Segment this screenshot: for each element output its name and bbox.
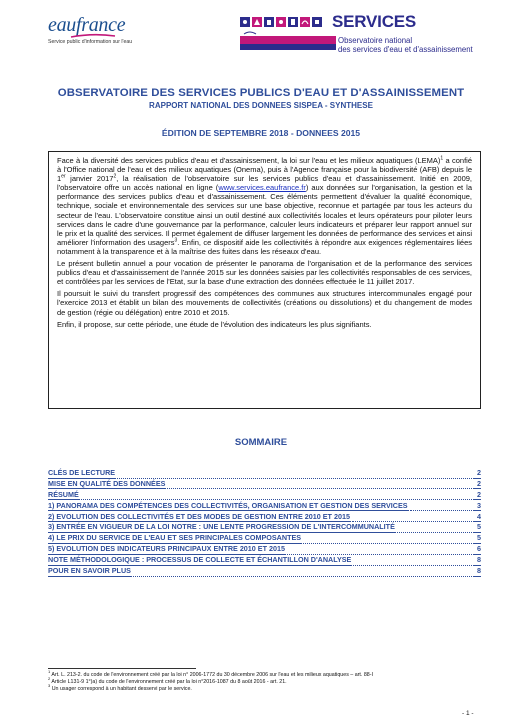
intro-text: ) aux données sur l'organisation, la gestion et la performance des services publics d'eau et d'assainissement. Ces éléments permettent d'évaluer la qualité économique, technique, sociale et environnementale des services sur une base objective, reconnue et partagée par tous les acteurs du secteur de l'eau. L'observatoire constitue ainsi un outil destiné aux collectivités locales et leurs opérateurs pour piloter leurs services dans le cadre d'une gouvernance par la performance, calculer leurs indicateurs et préparer leur rapport annuel sur le prix et la qualité des services. Il permet également de diffuser largement les données de performance des services et ainsi améliorer l'information des usagers (57, 183, 472, 247)
intro-paragraph-4: Enfin, il propose, sur cette période, une étude de l'évolution des indicateurs les plus signifiants. (57, 319, 372, 329)
toc-entry[interactable]: RÉSUMÉ 2 (48, 489, 481, 499)
intro-text: , la réalisation de l'observatoire sur les services publics d'eau et d'assainissement. Initié en 2009, l'observatoire offre un accès national en ligne ( (57, 174, 472, 193)
toc-entry[interactable]: POUR EN SAVOIR PLUS 8 (48, 566, 481, 576)
services-banner-icon (240, 30, 336, 52)
document-subtitle: RAPPORT NATIONAL DES DONNEES SISPEA - SYNTHESE (149, 101, 373, 110)
toc-entry[interactable]: 5) EVOLUTION DES INDICATEURS PRINCIPAUX ENTRE 2010 ET 2015 6 (48, 544, 481, 554)
footnote-ref[interactable]: 1 (440, 155, 444, 162)
footnote-1: $^1$ Art. L. 213-2. du code de l'environnement créé par la loi n° 2006-1772 du 30 décembre 2006 sur l'eau et les milieux aquatiques – art. 88-I (48, 669, 373, 678)
sommaire-title: SOMMAIRE (234, 437, 288, 448)
intro-text: janvier 2017 (65, 174, 114, 184)
footnote-ref[interactable]: 3 (174, 237, 178, 244)
services-website-link[interactable]: www.services.eaufrance.fr (218, 183, 306, 193)
ordinal-suffix: er (61, 173, 66, 180)
intro-paragraph-2: Le présent bulletin annuel a pour vocation de présenter le panorama de l'organisation et de la performance des services publics d'eau et d'assainissement de l'année 2015 sur les données saisies par les collectivités responsables de ces services, et contrôlées par les services de l'Etat, sur la base d'une extraction des données effectuée le 11 juillet 2017. (57, 259, 472, 287)
page-number: - 1 - (462, 710, 474, 717)
intro-box (48, 151, 481, 409)
intro-text: . Enfin, ce dispositif aide les collectivités à répondre aux exigences réglementaires liées notamment à la transparence et à la maîtrise des fuites dans les réseaux d'eau. (57, 237, 472, 256)
services-logo (240, 12, 490, 54)
intro-text: a confié à l'Office national de l'eau et des milieux aquatiques (Onema), puis à l'Agence française pour la biodiversité (AFB) depuis le 1 (57, 156, 472, 184)
services-subtitle-line2: des services d'eau et d'assainissement (338, 45, 473, 54)
document-title: OBSERVATOIRE DES SERVICES PUBLICS D'EAU ET D'ASSAINISSEMENT (57, 87, 465, 99)
toc-entry[interactable]: NOTE MÉTHODOLOGIQUE : PROCESSUS DE COLLECTE ET ÉCHANTILLON D'ANALYSE 8 (48, 555, 481, 565)
intro-paragraph-3: Il poursuit le suivi du transfert progressif des compétences des communes aux structures intercommunales engagé pour l'exercice 2013 et établit un bilan des mouvements de collectivités (créations ou dissolutions) et du changement de modes de gestion (régie ou délégation) entre 2010 et 2015. (57, 289, 472, 317)
toc-entry[interactable]: 3) ENTRÉE EN VIGUEUR DE LA LOI NOTRE : UNE LENTE PROGRESSION DE L'INTERCOMMUNALITÉ 5 (48, 522, 481, 532)
table-of-contents (48, 468, 481, 577)
toc-entry[interactable]: 2) EVOLUTION DES COLLECTIVITÉS ET DES MODES DE GESTION ENTRE 2010 ET 2015 4 (48, 511, 481, 521)
intro-paragraph-1 (57, 156, 472, 256)
eaufrance-wordmark: eaufrance (48, 14, 126, 36)
toc-entry[interactable]: MISE EN QUALITÉ DES DONNÉES 2 (48, 478, 481, 488)
footnote-ref[interactable]: 2 (113, 173, 117, 180)
toc-entry[interactable]: CLÉS DE LECTURE 2 (48, 468, 481, 477)
services-subtitle-line1: Observatoire national (338, 36, 413, 45)
eaufrance-tagline: Service public d'information sur l'eau (48, 39, 133, 45)
services-icons-strip (240, 14, 324, 28)
services-title: SERVICES (332, 12, 417, 31)
intro-text: Face à la diversité des services publics d'eau et d'assainissement, la loi sur l'eau et les milieux aquatiques (LEMA) (57, 156, 441, 165)
edition-line: ÉDITION DE SEPTEMBRE 2018 - DONNEES 2015 (161, 128, 361, 138)
footnotes (48, 669, 481, 693)
toc-entry[interactable]: 1) PANORAMA DES COMPÉTENCES DES COLLECTIVITÉS, ORGANISATION ET GESTION DES SERVICES 3 (48, 500, 481, 510)
footnote-2: $^2$ Article L131-9 1°)a) du code de l'environnement créé par la loi n°2016-1087 du 8 août 2016 - art. 21. (48, 676, 287, 685)
services-subtitle (338, 36, 473, 54)
footnote-3: $^3$ Un usager correspond à un habitant desservi par le service. (48, 683, 192, 692)
toc-entry[interactable]: 4) LE PRIX DU SERVICE DE L'EAU ET SES PRINCIPALES COMPOSANTES 5 (48, 533, 481, 543)
eaufrance-logo (48, 14, 132, 45)
footnote-divider (48, 668, 196, 669)
swoosh-icon (70, 33, 116, 39)
